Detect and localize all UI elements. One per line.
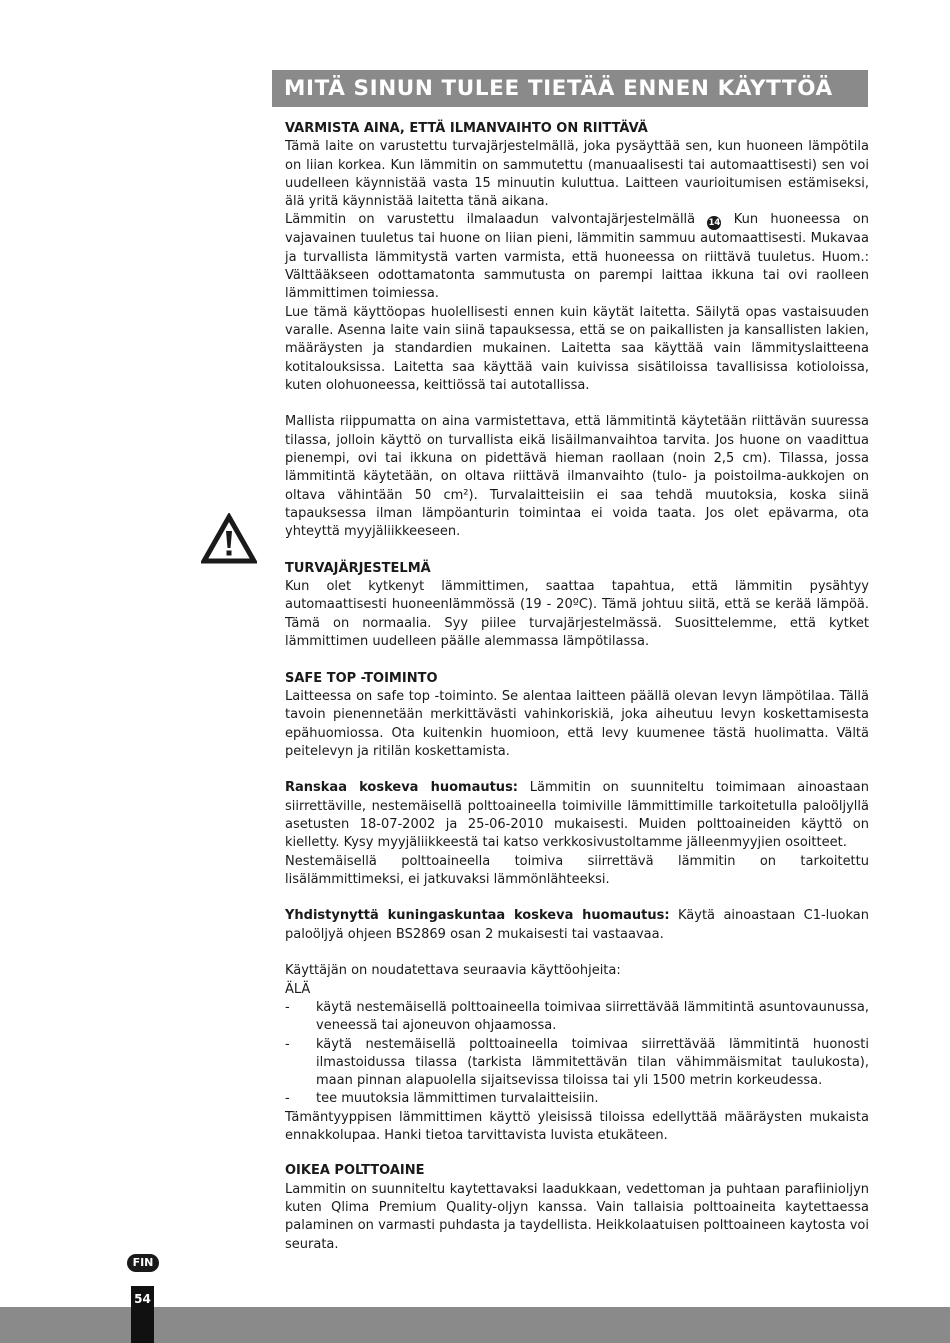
paragraph bbox=[285, 779, 869, 852]
section-heading-fuel: OIKEA POLTTOAINE bbox=[285, 1163, 425, 1179]
section-heading-safe-top: SAFE TOP -TOIMINTO bbox=[285, 670, 438, 686]
section-heading-safety-system: TURVAJÄRJESTELMÄ bbox=[285, 560, 431, 576]
paragraph: Mallista riippumatta on aina varmistettava, että lämmitintä käytetään riittävän suuressa tilassa, jolloin käyttö on turvallista eikä lisäilmanvaihtoa tarvita. Jos huone on vaadittua pienempi, ovi tai ikkuna on pidettävä hieman raollaan (noin 2,5 cm). Tilassa, jossa lämmitintä käytetään, on oltava riittävä ilmanvaihto (tulo- ja poistoilma-aukkojen on oltava vähintään 50 cm²). Turvalaitteisiin ei saa tehdä muutoksia, koska siinä tapauksessa ilman lämpöanturin toimintaa ei voida taata. Jos olet epävarma, ota yhteyttä myyjäliikkeeseen. bbox=[285, 414, 869, 540]
page-number: 54 bbox=[131, 1286, 154, 1343]
list-item-text: käytä nestemäisellä polttoaineella toimivaa siirrettävää lämmitintä huonosti ilmastoidussa tilassa (tarkista lämmitettävän tilan vähimmäismitat taulukosta), maan pinnan alapuolella sijaitsevissa tiloissa tai yli 1500 metrin korkeudessa. bbox=[316, 1036, 869, 1089]
paragraph-text: Lämmitin on varustettu ilmalaadun valvontajärjestelmällä bbox=[285, 212, 696, 228]
list-item-text: käytä nestemäisellä polttoaineella toimivaa siirrettävää lämmitintä asuntovaunussa, veneessä tai ajoneuvon ohjaamossa. bbox=[316, 999, 869, 1034]
paragraph bbox=[285, 211, 869, 303]
paragraph: Tämä laite on varustettu turvajärjestelmällä, joka pysäyttää sen, kun huoneen lämpötila on liian korkea. Kun lämmitin on sammutettu (manuaalisesti tai automaattisesti) sen voi uudelleen käynnistää vasta 15 minuutin kuluttua. Laitteen vaurioitumisen estämiseksi, älä yritä käynnistää laitetta tänä aikana. bbox=[285, 139, 869, 210]
list-dash: - bbox=[285, 1036, 290, 1052]
instruction-list bbox=[285, 999, 869, 1109]
paragraph-text: Lämmitin on suunniteltu toimimaan ainoastaan siirrettäville, nestemäisellä polttoaineella toimiville lämmittimille tarkoitetulla paloöljyllä asetusten 18-07-2002 ja 25-06-2010 mukaisesti. Muiden polttoaineiden käyttö on kielletty. Kysy myyjäliikkeestä tai katso verkkosivustoltamme jälleenmyyjien osoitteet. bbox=[285, 780, 870, 851]
paragraph-text: Käytä ainoastaan C1-luokan paloöljyä ohjeen BS2869 osan 2 mukaisesti tai vastaavaa. bbox=[285, 908, 869, 942]
paragraph-text: Kun huoneessa on vajavainen tuuletus tai huone on liian pieni, lämmitin sammuu automaattisesti. Mukavaa ja turvallista lämmitystä varten varmista, että huoneessa on riittävä tuuletus. Huom.: Välttääkseen odottamatonta sammutusta on parempi laittaa ikkuna tai ovi raolleen lämmittimen toimiessa. bbox=[285, 212, 869, 302]
page-title: MITÄ SINUN TULEE TIETÄÄ ENNEN KÄYTTÖÄ bbox=[272, 70, 868, 107]
reference-number-badge: 14 bbox=[708, 218, 721, 229]
paragraph: Kun olet kytkenyt lämmittimen, saattaa tapahtua, että lämmitin pysähtyy automaattisesti huoneenlämmössä (19 - 20ºC). Tämä johtuu siitä, että se kerää lämpöä. Tämä on normaalia. Syy piilee turvajärjestelmässä. Suosittelemme, että kytket lämmittimen uudelleen päälle alemmassa lämpötilassa. bbox=[285, 579, 869, 650]
note-label: Ranskaa koskeva huomautus: bbox=[285, 780, 519, 796]
list-item-text: tee muutoksia lämmittimen turvalaitteisiin. bbox=[316, 1091, 599, 1107]
paragraph: Lue tämä käyttöopas huolellisesti ennen kuin käytät laitetta. Säilytä opas vastaisuuden varalle. Asenna laite vain siinä tapauksessa, että se on paikallisten ja kansallisten lakien, määräysten ja standardien mukainen. Laitetta saa käyttää vain lämmityslaitteena kotitalouksissa. Laitetta saa käyttää vain kuivissa sisätiloissa tavallisissa kotioloissa, kuten olohuoneessa, keittiössä tai autotallissa. bbox=[285, 304, 869, 393]
paragraph: Nestemäisellä polttoaineella toimiva siirrettävä lämmitin on tarkoitettu lisälämmittimeksi, ei jatkuvaksi lämmönlähteeksi. bbox=[285, 853, 869, 887]
paragraph: ÄLÄ bbox=[285, 981, 311, 997]
list-dash: - bbox=[285, 1091, 290, 1107]
list-item bbox=[285, 999, 869, 1036]
section-heading-ventilation: VARMISTA AINA, ETTÄ ILMANVAIHTO ON RIITTÄVÄ bbox=[285, 121, 648, 136]
paragraph bbox=[285, 907, 869, 944]
note-label: Yhdistynyttä kuningaskuntaa koskeva huomautus: bbox=[285, 908, 670, 924]
paragraph: Tämäntyyppisen lämmittimen käyttö yleisissä tiloissa edellyttää määräysten mukaista ennakkolupaa. Hanki tietoa tarvittavista luvista etukäteen. bbox=[285, 1109, 869, 1144]
paragraph: Laitteessa on safe top -toiminto. Se alentaa laitteen päällä olevan levyn lämpötilaa. Tällä tavoin pienennetään merkittävästi vahinkoriskiä, joka aiheutuu levyn koskettamisesta epähuomiossa. Ota kuitenkin huomioon, että levy kuumenee tästä huolimatta. Vältä peitelevyn ja ritilän koskettamista. bbox=[285, 688, 869, 759]
list-item bbox=[285, 1090, 869, 1108]
paragraph: Lammitin on suunniteltu kaytettavaksi laadukkaan, vedettoman ja puhtaan parafiinioljyn kuten Qlima Premium Quality-oljyn kanssa. Vain tallaisia polttoaineita kaytettaessa palaminen on varmasti puhdasta ja taydellista. Heikkolaatuisen polttoaineen kaytosta voi seurata. bbox=[285, 1181, 869, 1252]
main-content bbox=[285, 120, 869, 1254]
language-badge: FIN bbox=[127, 1254, 159, 1272]
warning-triangle-icon bbox=[201, 513, 257, 565]
paragraph: Käyttäjän on noudatettava seuraavia käyttöohjeita: bbox=[285, 963, 621, 979]
list-item bbox=[285, 1036, 869, 1091]
list-dash: - bbox=[285, 999, 290, 1015]
